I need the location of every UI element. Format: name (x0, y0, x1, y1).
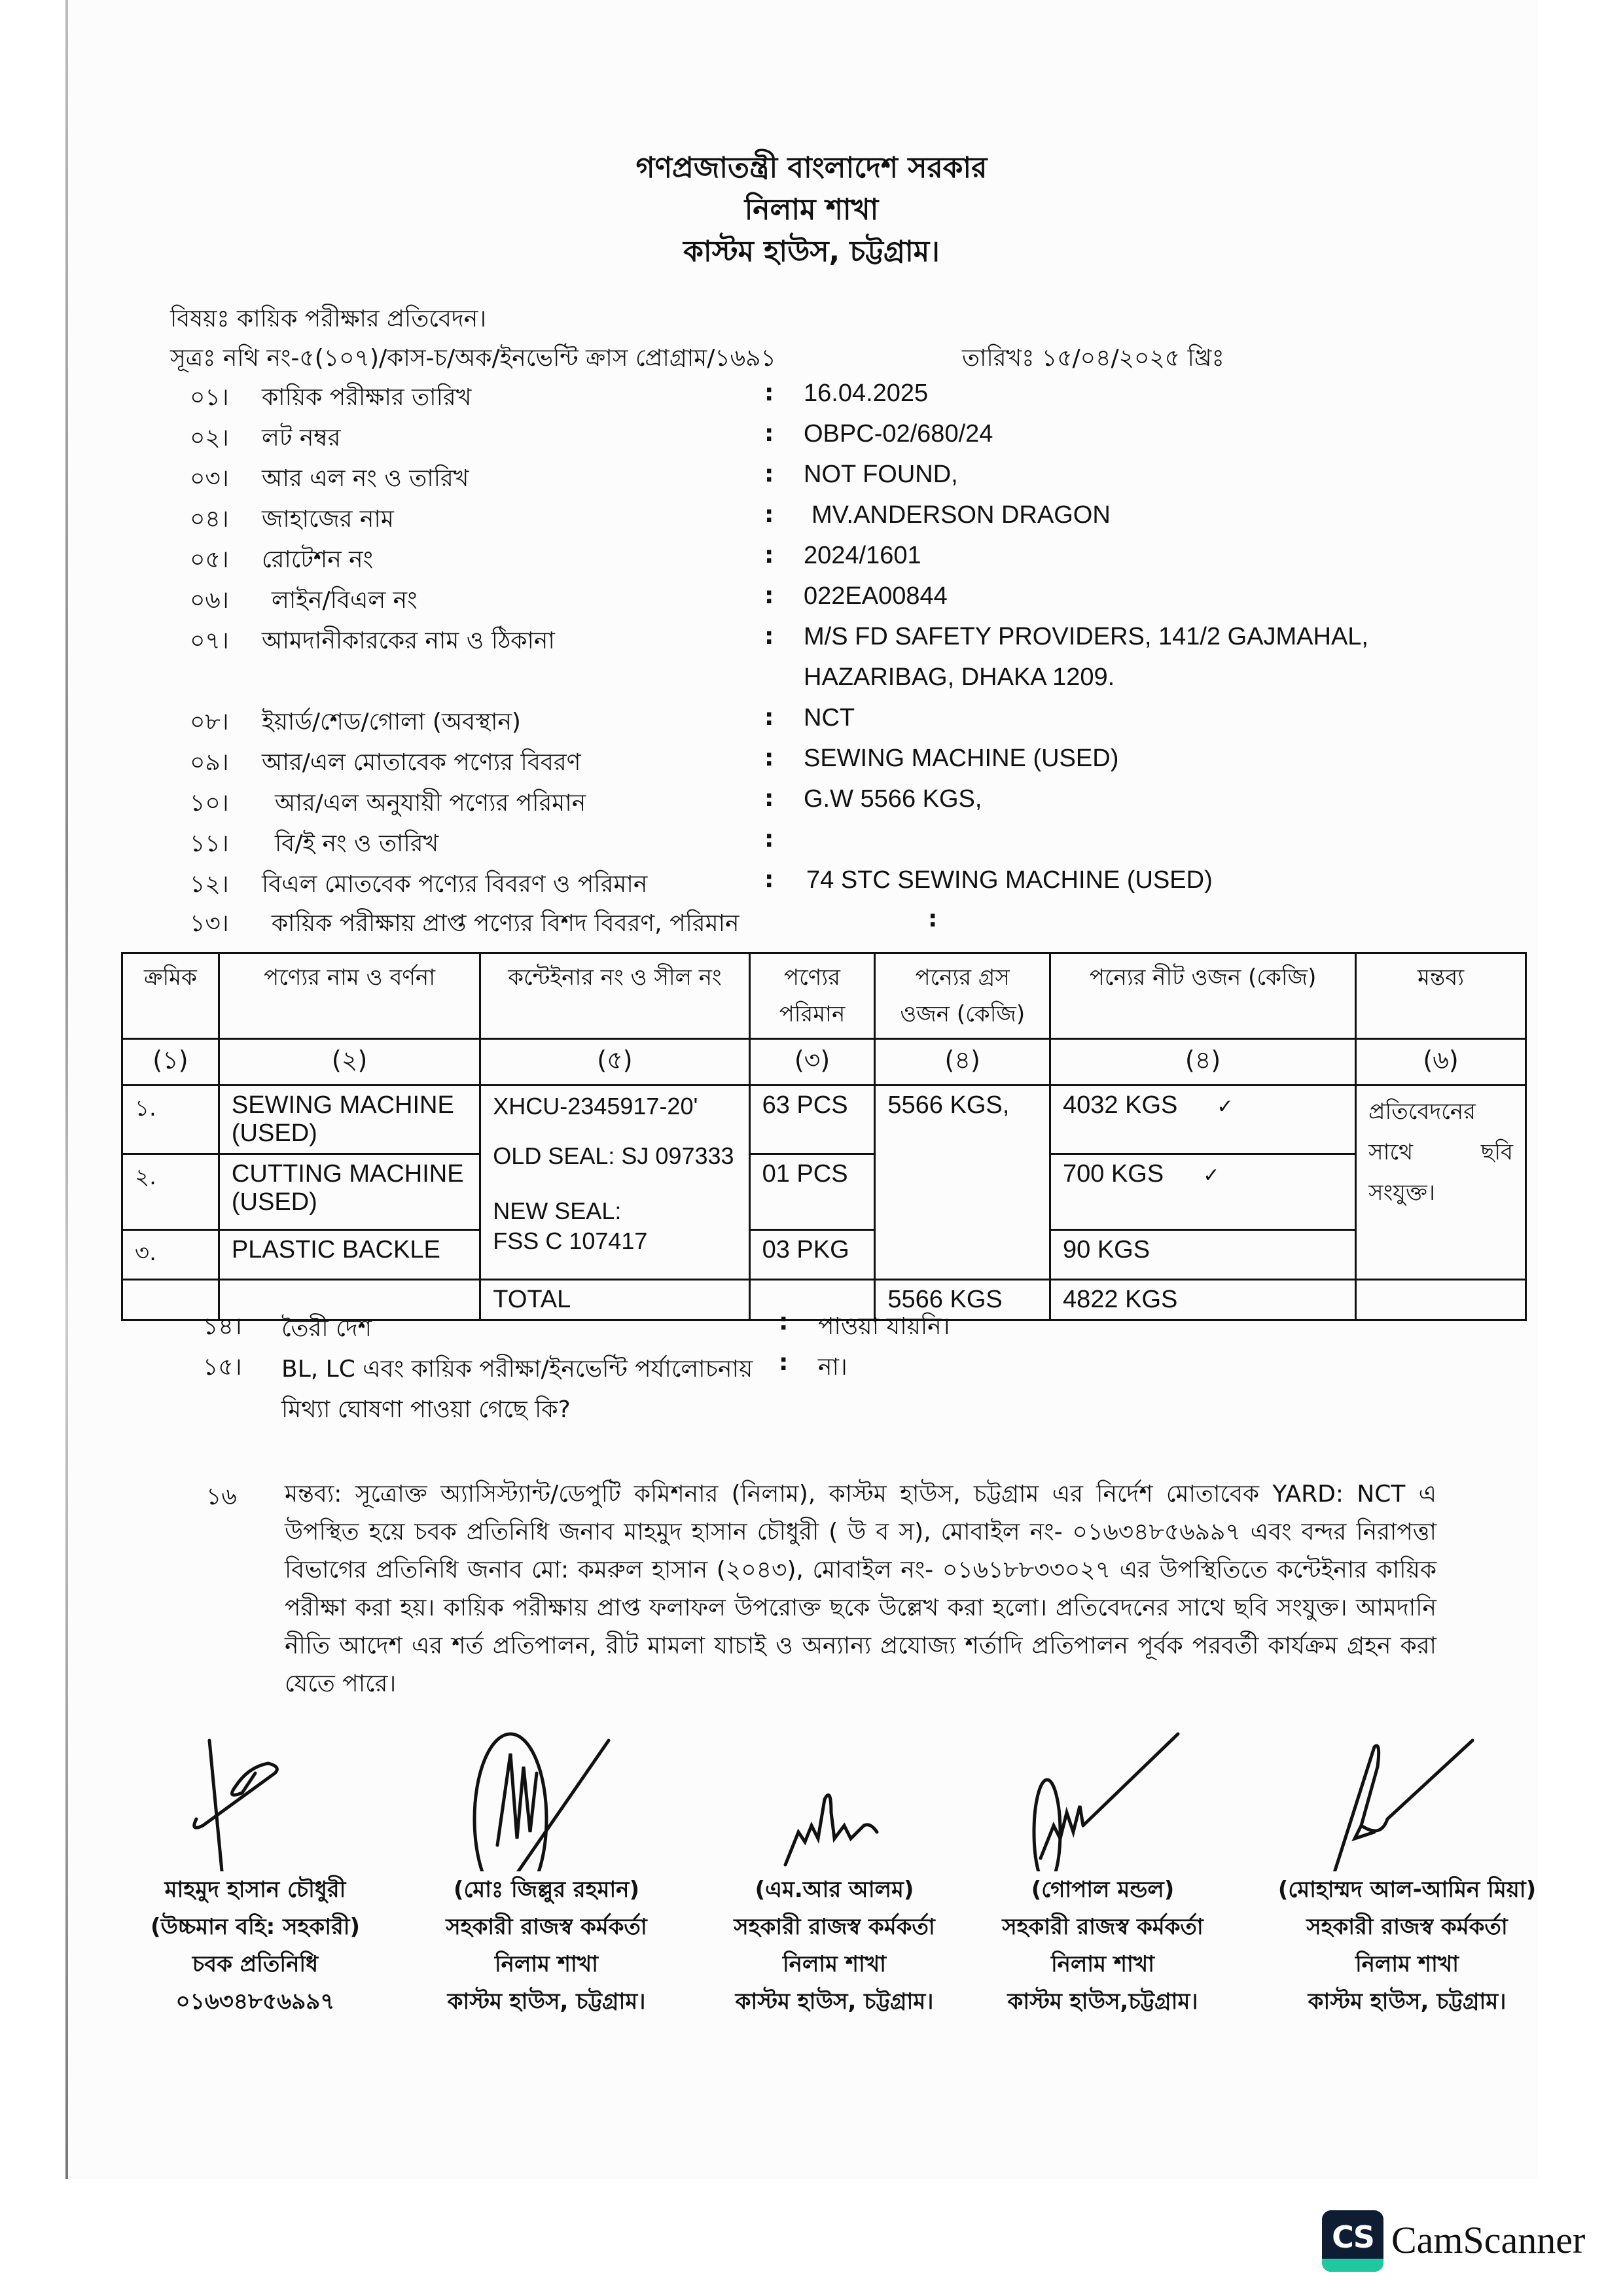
field-label: আর/এল অনুযায়ী পণ্যের পরিমান (275, 790, 586, 817)
field-row (0, 866, 1623, 906)
signatory-designation: সহকারী রাজস্ব কর্মকর্তা (1002, 1914, 1204, 1940)
colon: : (764, 785, 774, 812)
field-number: ০৫। (190, 546, 229, 573)
checkmark-icon: ✓ (1203, 1165, 1220, 1186)
field-label-line2: মিথ্যা ঘোষণা পাওয়া গেছে কি? (281, 1396, 571, 1423)
signatory-name: (গোপাল মন্ডল) (1031, 1877, 1175, 1903)
subject-line: বিষয়ঃ কায়িক পরীক্ষার প্রতিবেদন। (170, 306, 487, 332)
new-seal-label: NEW SEAL: (493, 1197, 622, 1224)
colon: : (764, 745, 774, 771)
column-header: ক্রমিক (122, 953, 219, 1039)
signatory-branch: নিলাম শাখা (494, 1951, 599, 1977)
field-label: বিএল মোতবেক পণ্যের বিবরণ ও পরিমান (262, 871, 648, 898)
colon: : (764, 866, 774, 893)
field-row (0, 704, 1623, 743)
field-label: ইয়ার্ড/শেড/গোলা (অবস্থান) (262, 709, 521, 735)
field-label (281, 1349, 753, 1430)
signatory-block (952, 1871, 1253, 2021)
signatory-block (1243, 1871, 1571, 2021)
net-weight: 700 KGS (1063, 1160, 1164, 1188)
field-number: ১০। (190, 790, 229, 817)
signatory-block (105, 1871, 406, 2021)
column-header: কন্টেইনার নং ও সীল নং (480, 953, 749, 1039)
signature-1 (170, 1727, 458, 1871)
old-seal: OLD SEAL: SJ 097333 (493, 1142, 734, 1169)
field-number: ০৩। (190, 465, 229, 492)
column-header: পন্যের গ্রস ওজন (কেজি) (875, 953, 1050, 1039)
field-row (0, 582, 1623, 622)
column-index: (৪) (875, 1039, 1050, 1086)
signatory-designation: সহকারী রাজস্ব কর্মকর্তা (1306, 1914, 1508, 1940)
column-index: (১) (122, 1039, 219, 1086)
field-row (0, 906, 1623, 945)
colon: : (764, 582, 774, 609)
branch-title: নিলাম শাখা (744, 193, 879, 226)
signature-2 (458, 1727, 746, 1871)
signatory-name: মাহমুদ হাসান চৌধুরী (164, 1877, 346, 1903)
field-value: 022EA00844 (804, 582, 948, 610)
field-label-line1: BL, LC এবং কায়িক পরীক্ষা/ইনভেন্টি পর্যালোচনায় (281, 1356, 753, 1383)
column-index: (৫) (480, 1039, 749, 1086)
serial-cell: ২. (122, 1154, 219, 1230)
signatory-name: (মোঃ জিল্লুর রহমান) (453, 1877, 640, 1903)
field-row (0, 745, 1623, 784)
net-weight: 4032 KGS (1063, 1091, 1178, 1119)
field-value: M/S FD SAFETY PROVIDERS, 141/2 GAJMAHAL, (804, 623, 1368, 650)
field-label: কায়িক পরীক্ষায় প্রাপ্ত পণ্যের বিশদ বিবরণ, পরিমান (272, 910, 740, 937)
field-number: ০৮। (190, 709, 229, 735)
field-row (0, 461, 1623, 500)
field-label: লাইন/বিএল নং (272, 587, 418, 614)
reference-date: তারিখঃ ১৫/০৪/২০২৫ খ্রিঃ (962, 345, 1224, 372)
quantity-cell: 63 PCS (749, 1086, 875, 1154)
field-number: ০১। (190, 384, 229, 411)
gross-weight-cell: 5566 KGS, (875, 1086, 1050, 1280)
field-number: ০২। (190, 425, 229, 451)
field-value: না। (818, 1354, 847, 1381)
colon: : (764, 420, 774, 447)
camscanner-logo-icon (1322, 2210, 1383, 2272)
column-header: মন্তব্য (1356, 953, 1526, 1039)
signatory-branch: নিলাম শাখা (782, 1951, 887, 1977)
field-number: ১১। (190, 830, 229, 857)
field-value: SEWING MACHINE (USED) (804, 745, 1119, 772)
signatory-branch: নিলাম শাখা (1355, 1951, 1459, 1977)
field-label: তৈরী দেশ (281, 1315, 372, 1342)
field-row (0, 380, 1623, 419)
column-index: (২) (219, 1039, 480, 1086)
column-header: পণ্যের পরিমান (749, 953, 875, 1039)
field-label: আমদানীকারকের নাম ও ঠিকানা (262, 627, 555, 654)
field-label: রোটেশন নং (262, 546, 374, 573)
remarks-number: ১৬ (206, 1483, 237, 1510)
empty-cell (1356, 1280, 1526, 1320)
net-weight-cell (1050, 1086, 1356, 1154)
field-label: আর/এল মোতাবেক পণ্যের বিবরণ (262, 749, 581, 776)
item-name-cell: PLASTIC BACKLE (219, 1230, 480, 1280)
signatory-designation: (উচ্চমান বহি: সহকারী) (150, 1914, 361, 1940)
remarks-cell: প্রতিবেদনের সাথে ছবি সংযুক্ত। (1356, 1086, 1526, 1280)
column-index: (৪) (1050, 1039, 1356, 1086)
field-value: 16.04.2025 (804, 380, 929, 407)
signatory-office: কাস্টম হাউস,চট্টগ্রাম। (1007, 1988, 1198, 2015)
container-cell (480, 1086, 749, 1280)
government-title: গণপ্রজাতন্ত্রী বাংলাদেশ সরকার (635, 151, 988, 185)
colon: : (764, 461, 774, 487)
checkmark-icon: ✓ (1217, 1096, 1234, 1118)
field-value: OBPC-02/680/24 (804, 420, 993, 448)
signatory-office: কাস্টম হাউস, চট্টগ্রাম। (735, 1988, 934, 2015)
field-value-line2: HAZARIBAG, DHAKA 1209. (804, 663, 1115, 691)
item-name-cell: CUTTING MACHINE (USED) (219, 1154, 480, 1230)
letterhead (0, 147, 1623, 273)
quantity-cell: 01 PCS (749, 1154, 875, 1230)
field-row (0, 785, 1623, 824)
colon: : (928, 906, 938, 932)
signatory-office: চবক প্রতিনিধি (192, 1951, 319, 1977)
table-header-row (122, 953, 1526, 1039)
field-label: লট নম্বর (262, 425, 341, 451)
colon: : (779, 1349, 789, 1376)
remarks-paragraph: মন্তব্য: সূত্রোক্ত অ্যাসিস্ট্যান্ট/ডেপুটি কমিশনার (নিলাম), কাস্টম হাউস, চট্টগ্রাম এর নির্দেশ মোতাবেক YARD: NCT এ উপস্থিত হয়ে চবক প্রতিনিধি জনাব মাহমুদ হাসান চৌধুরী ( উ ব স), মোবাইল নং- ০১৬৩৪৮৫৬৯৯৭ এবং বন্দর নিরাপত্তা বিভাগের প্রতিনিধি জনাব মো: কমরুল হাসান (২০৪৩), মোবাইল নং- ০১৬১৮৮৩৩০২৭ এর উপস্থিতিতে কন্টেইনার কায়িক পরীক্ষা করা হয়। কায়িক পরীক্ষায় প্রাপ্ত ফলাফল উপরোক্ত ছকে উল্লেখ করা হলো। প্রতিবেদনের সাথে ছবি সংযুক্ত। আমদানি নীতি আদেশ এর শর্ত প্রতিপালন, রীট মামলা যাচাই ও অন্যান্য প্রযোজ্য শর্তাদি প্রতিপালন পূর্বক পরবর্তী কার্যক্রম গ্রহন করা যেতে পারে। (285, 1481, 1436, 1697)
table-row (122, 1086, 1526, 1154)
serial-cell: ১. (122, 1086, 219, 1154)
colon: : (779, 1309, 789, 1335)
colon: : (764, 542, 774, 569)
signatory-designation: সহকারী রাজস্ব কর্মকর্তা (446, 1914, 647, 1940)
field-label: আর এল নং ও তারিখ (262, 465, 469, 492)
net-weight-cell (1050, 1154, 1356, 1230)
binding-edge (65, 0, 68, 2179)
field-value: NOT FOUND, (804, 461, 958, 488)
column-index: (৩) (749, 1039, 875, 1086)
column-index-row (122, 1039, 1526, 1086)
signatory-office: কাস্টম হাউস, চট্টগ্রাম। (447, 1988, 646, 2015)
signatory-name: (এম.আর আলম) (755, 1877, 914, 1903)
field-row (0, 542, 1623, 581)
field-row (0, 501, 1623, 540)
table-row (122, 1230, 1526, 1280)
signature-4 (1021, 1727, 1309, 1871)
signature-5 (1322, 1727, 1610, 1871)
column-header: পন্যের নীট ওজন (কেজি) (1050, 953, 1356, 1039)
total-label: TOTAL (480, 1280, 749, 1320)
net-weight-cell: 90 KGS (1050, 1230, 1356, 1280)
total-gross-weight: 5566 KGS (875, 1280, 1050, 1320)
field-label: জাহাজের নাম (262, 506, 394, 533)
field-number: ০৬। (190, 587, 229, 614)
field-number: ১৩। (190, 910, 229, 937)
serial-cell: ৩. (122, 1230, 219, 1280)
total-net-weight: 4822 KGS (1050, 1280, 1356, 1320)
signatory-office: কাস্টম হাউস, চট্টগ্রাম। (1308, 1988, 1507, 2015)
field-number: ১৫। (203, 1354, 242, 1381)
field-number: ১৪। (203, 1313, 242, 1340)
column-index: (৬) (1356, 1039, 1526, 1086)
signature-3 (766, 1727, 1054, 1871)
signatory-block (684, 1871, 985, 2021)
quantity-cell: 03 PKG (749, 1230, 875, 1280)
colon: : (764, 501, 774, 528)
new-seal: FSS C 107417 (493, 1227, 648, 1254)
field-value: পাওয়া যায়নি। (818, 1313, 950, 1340)
logo-text: CS (1332, 2219, 1374, 2255)
field-number: ০৭। (190, 627, 229, 654)
office-title: কাস্টম হাউস, চট্টগ্রাম। (683, 235, 940, 268)
signatory-name: (মোহাম্মদ আল-আমিন মিয়া) (1277, 1877, 1537, 1903)
field-number: ০৯। (190, 749, 229, 776)
logo-accent-bar (1322, 2259, 1383, 2272)
signatory-block (396, 1871, 697, 2021)
goods-table (121, 952, 1527, 1321)
field-row (0, 420, 1623, 459)
field-value: 2024/1601 (804, 542, 921, 569)
signatory-branch: নিলাম শাখা (1050, 1951, 1155, 1977)
reference-line: সূত্রঃ নথি নং-৫(১০৭)/কাস-চ/অক/ইনভেন্টি ক্রাস প্রোগ্রাম/১৬৯১ (170, 345, 776, 372)
field-value: 74 STC SEWING MACHINE (USED) (806, 866, 1213, 894)
item-name-cell: SEWING MACHINE (USED) (219, 1086, 480, 1154)
field-number: ১২। (190, 871, 229, 898)
field-value: G.W 5566 KGS, (804, 785, 982, 813)
container-number: XHCU-2345917-20' (493, 1093, 698, 1120)
column-header: পণ্যের নাম ও বর্ণনা (219, 953, 480, 1039)
field-row (0, 623, 1623, 704)
signatory-designation: সহকারী রাজস্ব কর্মকর্তা (734, 1914, 935, 1940)
table-row (122, 1154, 1526, 1230)
field-value: MV.ANDERSON DRAGON (812, 501, 1111, 529)
signatory-phone: ০১৬৩৪৮৫৬৯৯৭ (175, 1988, 335, 2015)
camscanner-wordmark: CamScanner (1391, 2219, 1586, 2261)
field-row (0, 826, 1623, 865)
field-number: ০৪। (190, 506, 229, 533)
field-value: NCT (804, 704, 855, 732)
colon: : (764, 704, 774, 731)
colon: : (764, 826, 774, 853)
colon: : (764, 380, 774, 406)
field-label: বি/ই নং ও তারিখ (275, 830, 439, 857)
field-label: কায়িক পরীক্ষার তারিখ (262, 384, 472, 411)
colon: : (764, 623, 774, 650)
